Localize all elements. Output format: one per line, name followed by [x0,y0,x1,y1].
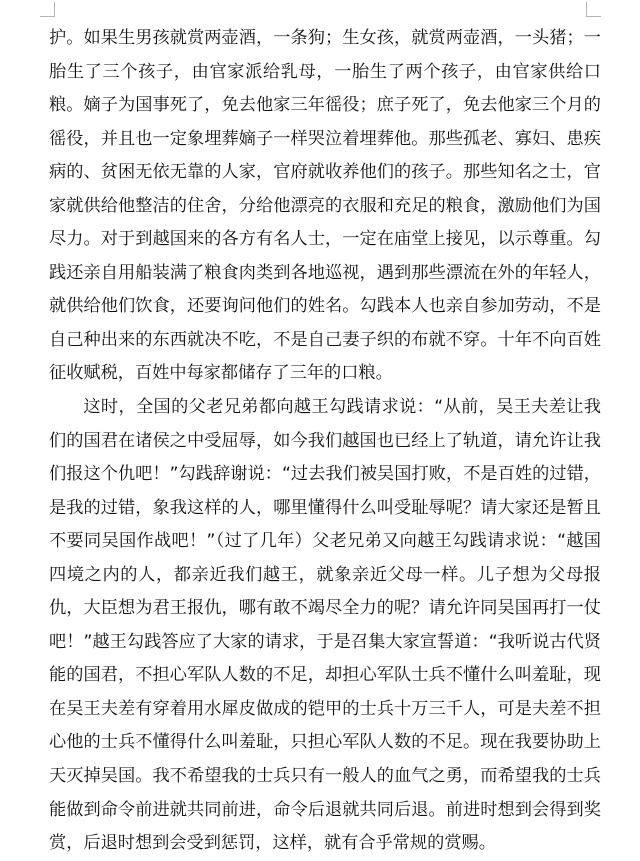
paragraph-1: 护。如果生男孩就赏两壶酒，一条狗；生女孩，就赏两壶酒，一头猪；一胎生了三个孩子，由官家派给乳母，一胎生了两个孩子，由官家供给口粮。嫡子为国事死了，免去他家三年徭役；庶子死了，免去他家三个月的徭役，并且也一定象埋葬嫡子一样哭泣着埋葬他。那些孤老、寡妇、患疾病的、贫困无依无靠的人家，官府就收养他们的孩子。那些知名之士，官家就供给他整洁的住舍，分给他漂亮的衣服和充足的粮食，激励他们为国尽力。对于到越国来的各方有名人士，一定在庙堂上接见，以示尊重。勾践还亲自用船装满了粮食肉类到各地巡视，遇到那些漂流在外的年轻人，就供给他们饮食，还要询问他们的姓名。勾践本人也亲自参加劳动，不是自己种出来的东西就决不吃，不是自己妻子织的布就不穿。十年不向百姓征收赋税，百姓中每家都储存了三年的口粮。 [49,28,601,384]
document-body [49,22,601,861]
paragraph-2: 这时，全国的父老兄弟都向越王勾践请求说：“从前，吴王夫差让我们的国君在诸侯之中受屈辱，如今我们越国也已经上了轨道，请允许让我们报这个仇吧！”勾践辞谢说：“过去我们被吴国打败，不是百姓的过错，是我的过错，象我这样的人，哪里懂得什么叫受耻辱呢？请大家还是暂且不要同吴国作战吧！”（过了几年）父老兄弟又向越王勾践请求说：“越国四境之内的人，都亲近我们越王，就象亲近父母一样。儿子想为父母报仇，大臣想为君王报仇，哪有敢不竭尽全力的呢？请允许同吴国再打一仗吧！”越王勾践答应了大家的请求，于是召集大家宣誓道：“我听说古代贤能的国君，不担心军队人数的不足，却担心军队士兵不懂什么叫羞耻，现在吴王夫差有穿着用水犀皮做成的铠甲的士兵十万三千人，可是夫差不担心他的士兵不懂得什么叫羞耻，只担心军队人数的不足。现在我要协助上天灭掉吴国。我不希望我的士兵只有一般人的血气之勇，而希望我的士兵能做到命令前进就共同前进，命令后退就共同后退。前进时想到会得到奖赏，后退时想到会受到惩罚，这样，就有合乎常规的赏赐。 [49,397,601,854]
margin-corner-mark-right [586,2,601,17]
margin-corner-mark-left [40,2,55,17]
